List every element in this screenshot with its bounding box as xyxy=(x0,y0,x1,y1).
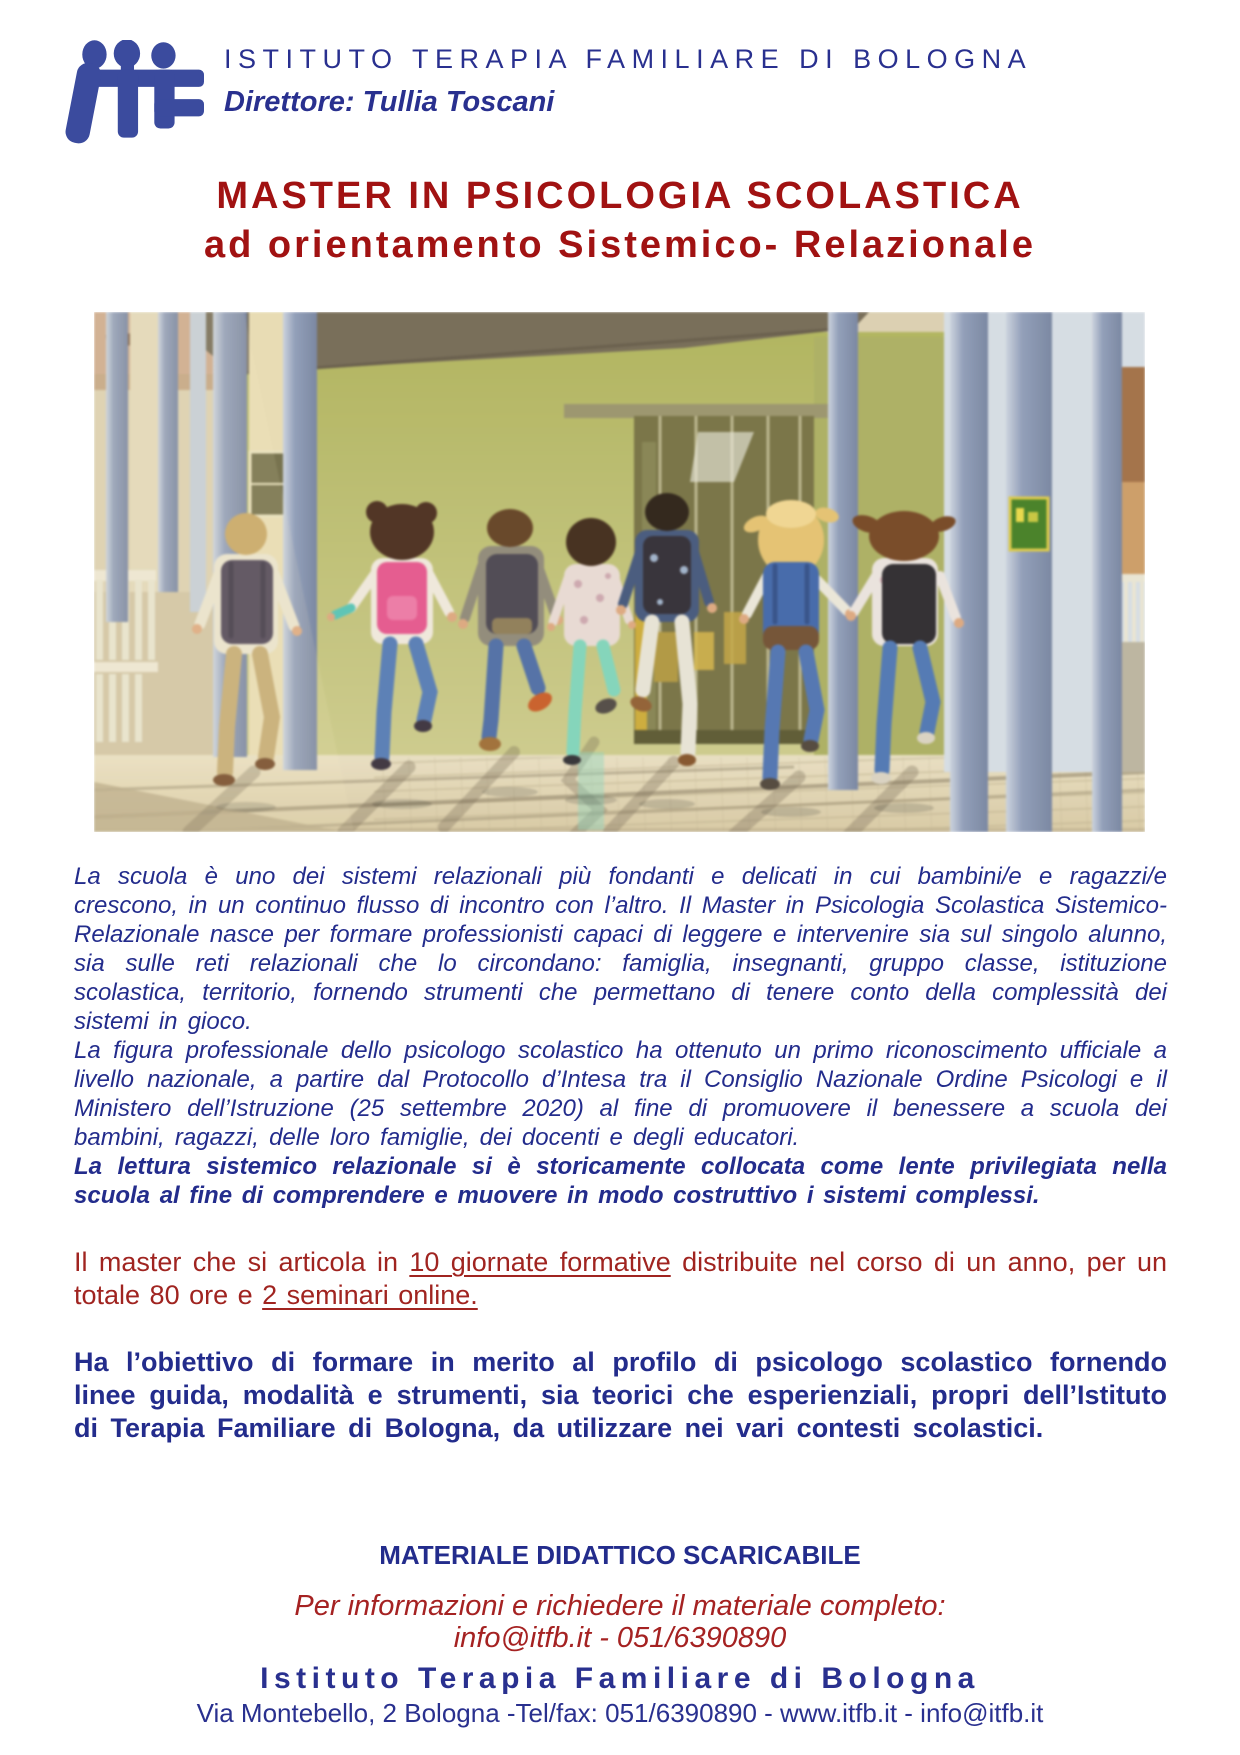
body-text xyxy=(74,862,1167,1445)
director-line: Direttore: Tullia Toscani xyxy=(224,86,555,118)
master-text-part2: distribuite nel corso di un anno, per un totale 80 ore e xyxy=(74,1247,1167,1310)
paragraph-master-structure xyxy=(74,1246,1167,1312)
info-line: Per informazioni e richiedere il materiale completo: xyxy=(294,1590,946,1622)
header-text xyxy=(224,40,1032,119)
master-text-part1: Il master che si articola in xyxy=(74,1247,410,1277)
contact-line: info@itfb.it - 051/6390890 xyxy=(453,1622,787,1654)
page-title xyxy=(0,172,1240,270)
title-line2: ad orientamento Sistemico- Relazionale xyxy=(204,224,1036,266)
paragraph-professional-figure: La figura professionale dello psicologo scolastico ha ottenuto un primo riconoscimento ufficiale a livello nazionale, a partire dal Protocollo d’Intesa tra il Consiglio Nazionale Ordine Psicologi e il Ministero dell’Istruzione (25 settembre 2020) al fine di promuovere il benessere a scuola dei bambini, ragazzi, delle loro famiglie, dei docenti e degli educatori. xyxy=(74,1037,1167,1151)
institute-name: ISTITUTO TERAPIA FAMILIARE DI BOLOGNA xyxy=(224,44,1033,74)
itf-logo xyxy=(62,40,204,144)
address-line: Via Montebello, 2 Bologna -Tel/fax: 051/6390890 - www.itfb.it - info@itfb.it xyxy=(196,1698,1044,1728)
paragraph-objective: Ha l’obiettivo di formare in merito al profilo di psicologo scolastico fornendo linee guida, modalità e strumenti, sia teorici che esperienziali, propri dell’Istituto di Terapia Familiare di Bologna, da utilizzare nei vari contesti scolastici. xyxy=(74,1347,1167,1443)
school-photo-illustration xyxy=(94,312,1145,832)
institute-footer-name: Istituto Terapia Familiare di Bologna xyxy=(260,1662,980,1695)
material-heading: MATERIALE DIDATTICO SCARICABILE xyxy=(379,1540,861,1570)
title-line1: MASTER IN PSICOLOGIA SCOLASTICA xyxy=(216,175,1024,217)
underline-giornate-formative: 10 giornate formative xyxy=(409,1247,671,1277)
paragraph-school-systems: La scuola è uno dei sistemi relazionali più fondanti e delicati in cui bambini/e e ragazzi/e crescono, in un continuo flusso di incontro con l’altro. Il Master in Psicologia Scolastica Sistemico-Relazionale nasce per formare professionisti capaci di leggere e intervenire sia sul singolo alunno, sia sulle reti relazionali che lo circondano: famiglia, insegnanti, gruppo classe, istituzione scolastica, territorio, fornendo strumenti che permettano di tenere conto della complessità dei sistemi in gioco. xyxy=(74,863,1167,1035)
paragraph-systemic-reading: La lettura sistemico relazionale si è storicamente collocata come lente privilegiata nella scuola al fine di comprendere e muovere in modo costruttivo i sistemi complessi. xyxy=(74,1153,1167,1209)
footer xyxy=(0,1540,1240,1728)
itf-logo-icon xyxy=(62,40,204,144)
header xyxy=(62,40,1032,144)
underline-seminari-online: 2 seminari online. xyxy=(262,1280,478,1310)
school-photo xyxy=(94,312,1145,832)
